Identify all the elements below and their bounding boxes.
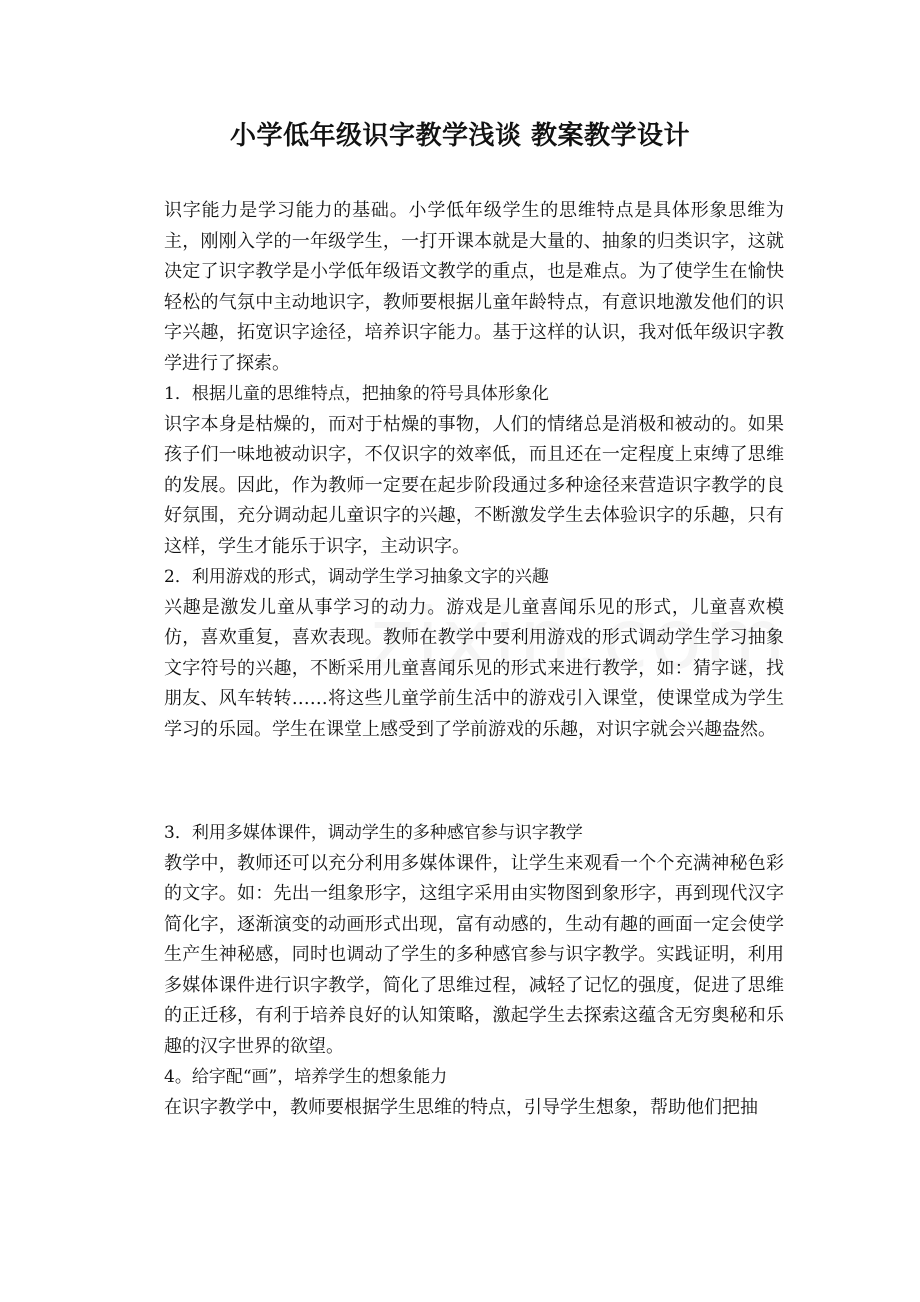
- section-heading-3: 3．利用多媒体课件，调动学生的多种感官参与识字教学: [164, 823, 583, 843]
- section-body-2: 兴趣是激发儿童从事学习的动力。游戏是儿童喜闻乐见的形式，儿童喜欢模仿，喜欢重复，喜欢表现。教师在教学中要利用游戏的形式调动学生学习抽象文字符号的兴趣，不断采用儿童喜闻乐见的形式来进行教学，如：猜字谜，找朋友、风车转转……将这些儿童学前生活中的游戏引入课堂，使课堂成为学生学习的乐园。学生在课堂上感受到了学前游戏的乐趣，对识字就会兴趣盎然。: [164, 596, 784, 740]
- intro-paragraph: 识字能力是学习能力的基础。小学低年级学生的思维特点是具体形象思维为主，刚刚入学的一年级学生，一打开课本就是大量的、抽象的归类识字，这就决定了识字教学是小学低年级语文教学的重点，也是难点。为了使学生在愉快轻松的气氛中主动地识字，教师要根据儿童年龄特点，有意识地激发他们的识字兴趣，拓宽识字途径，培养识字能力。基于这样的认识，我对低年级识字教学进行了探索。: [164, 200, 784, 374]
- section-heading-1: 1．根据儿童的思维特点，把抽象的符号具体形象化: [164, 384, 549, 404]
- section-body-4: 在识字教学中，教师要根据学生思维的特点，引导学生想象，帮助他们把抽: [164, 1096, 758, 1118]
- section-body-1: 识字本身是枯燥的，而对于枯燥的事物，人们的情绪总是消极和被动的。如果孩子们一味地被动识字，不仅识字的效率低，而且还在一定程度上束缚了思维的发展。因此，作为教师一定要在起步阶段通过多种途径来营造识字教学的良好氛围，充分调动起儿童识字的兴趣，不断激发学生去体验识字的乐趣，只有这样，学生才能乐于识字，主动识字。: [164, 413, 784, 557]
- section-heading-4: 4。给字配“画”，培养学生的想象能力: [164, 1067, 448, 1087]
- document-body: [164, 196, 784, 1123]
- document-title: 小学低年级识字教学浅谈 教案教学设计: [229, 121, 691, 151]
- section-heading-2: 2．利用游戏的形式，调动学生学习抽象文字的兴趣: [164, 567, 549, 587]
- section-body-3: 教学中，教师还可以充分利用多媒体课件，让学生来观看一个个充满神秘色彩的文字。如：先出一组象形字，这组字采用由实物图到象形字，再到现代汉字简化字，逐渐演变的动画形式出现，富有动感的，生动有趣的画面一定会使学生产生神秘感，同时也调动了学生的多种感官参与识字教学。实践证明，利用多媒体课件进行识字教学，简化了思维过程，减轻了记忆的强度，促进了思维的正迁移，有利于培养良好的认知策略，激起学生去探索这蕴含无穷奥秘和乐趣的汉字世界的欲望。: [164, 852, 784, 1057]
- section-gap: [164, 745, 784, 818]
